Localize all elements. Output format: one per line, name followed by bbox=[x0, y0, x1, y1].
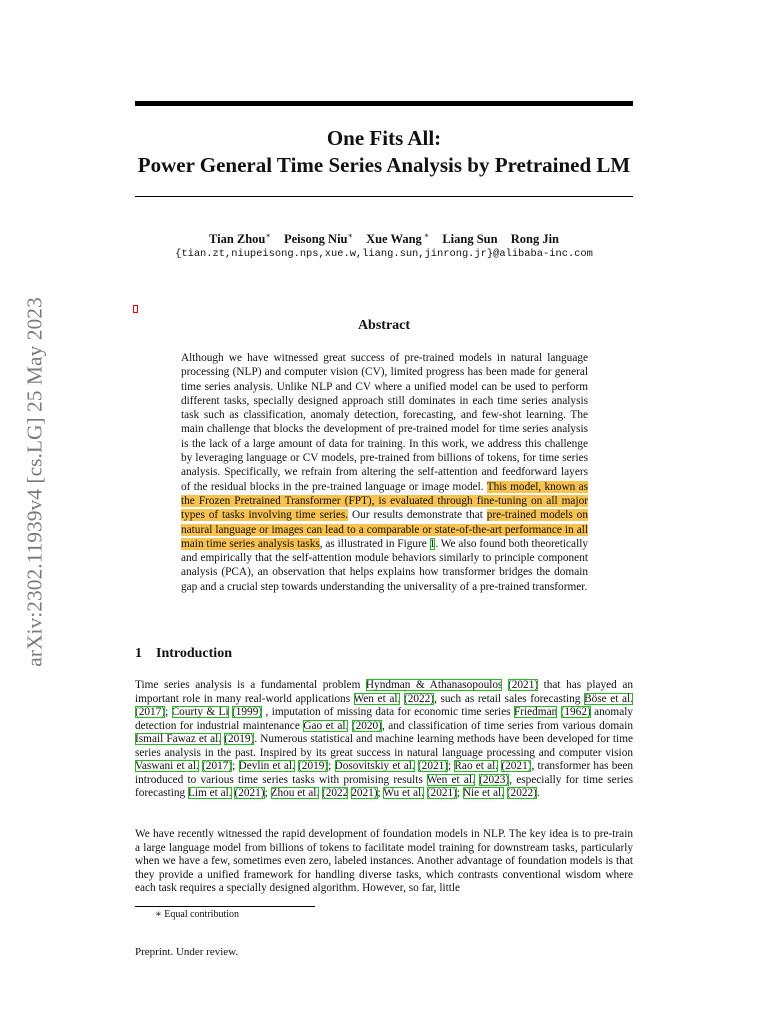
author: Xue Wang ∗ bbox=[366, 231, 430, 247]
title-top-rule bbox=[135, 101, 633, 106]
citation-link[interactable]: (1999) bbox=[232, 706, 263, 718]
paper-title bbox=[120, 125, 648, 179]
footnote: ∗ Equal contribution bbox=[155, 909, 240, 920]
citation-link[interactable]: (2020) bbox=[351, 719, 382, 732]
author-emails: {tian.zt,niupeisong.nps,xue.w,liang.sun,jinrong.jr}@alibaba-inc.com bbox=[175, 248, 593, 260]
citation-link[interactable]: (2021) bbox=[501, 760, 532, 772]
citation-link[interactable]: Vaswani et al. bbox=[135, 760, 199, 772]
citation-link[interactable]: Wen et al. bbox=[426, 773, 475, 786]
intro-paragraph-2: We have recently witnessed the rapid development of foundation models in NLP. The key idea is to pre-train a large language model from billions of tokens to facilitate model training for downstream tasks, particularly when we have a few, sometimes even zero, labeled instances. Another advantage of foundation models is that they provide a unified framework for handling diverse tasks, which contrasts conventional wisdom where each task requires a specially designed algorithm. However, so far, little bbox=[135, 828, 633, 894]
citation-link[interactable]: Gao et al. bbox=[303, 719, 349, 732]
citation-link[interactable]: (2021) bbox=[417, 760, 449, 772]
citation-link[interactable]: (2021) bbox=[234, 787, 265, 799]
citation-link[interactable]: Wu et al. bbox=[383, 787, 424, 799]
section-number: 1 bbox=[135, 646, 142, 661]
citation-link[interactable]: (2021) bbox=[426, 787, 457, 799]
citation-link[interactable]: Nie et al. bbox=[462, 787, 504, 799]
author: Rong Jin bbox=[510, 232, 559, 247]
title-line-1: One Fits All: bbox=[326, 126, 442, 150]
title-line-2: Power General Time Series Analysis by Pretrained LM bbox=[137, 153, 631, 177]
author-mark: ∗ bbox=[265, 231, 271, 240]
citation-link[interactable]: Böse et al. bbox=[584, 692, 634, 705]
highlight: pre-trained models on natural language or images can lead to a comparable or state-of-the-art performance in all main time series analysis tasks bbox=[181, 509, 588, 550]
intro-paragraph-1: Time series analysis is a fundamental problem Hyndman & Athanasopoulos (2021) that has played an important role in many real-world applications Wen et al. (2022), such as retail sales forecasting Böse et al. (2017); Courty & Li (1999) , imputation of missing data for economic time series Friedman (1962) anomaly detection for industrial maintenance Gao et al. (2020), and classification of time series from various domain Ismail Fawaz et al. (2019). Numerous statistical and machine learning methods have been developed for time series analysis in the past. Inspired by its great success in natural language processing and computer vision Vaswani et al. (2017); Devlin et al. (2019); Dosovitskiy et al. (2021); Rao et al. (2021), transformer has been introduced to various time series tasks with promising results Wen et al. (2023), especially for time series forecasting Lim et al. (2021); Zhou et al. (2022 2021); Wu et al. (2021); Nie et al. (2022). bbox=[135, 679, 634, 799]
preprint-note: Preprint. Under review. bbox=[135, 946, 239, 958]
citation-link[interactable]: (2021) bbox=[507, 679, 539, 691]
citation-link[interactable]: Hyndman & Athanasopoulos bbox=[365, 679, 503, 691]
highlight: This model, known as the Frozen Pretrained Transformer (FPT), is evaluated through fine-tuning on all major types of tasks involving time series. bbox=[181, 480, 588, 522]
section-heading bbox=[135, 646, 232, 662]
author-list bbox=[120, 231, 648, 247]
citation-link[interactable]: Friedman bbox=[513, 706, 558, 718]
citation-link[interactable]: Lim et al. bbox=[188, 787, 232, 799]
citation-link[interactable]: Wen et al. bbox=[353, 692, 401, 705]
citation-link[interactable]: (2017) bbox=[135, 706, 166, 718]
citation-link[interactable]: (1962) bbox=[560, 706, 591, 718]
footnote-rule bbox=[135, 906, 315, 907]
author-mark: ∗ bbox=[421, 231, 430, 240]
figure-link[interactable]: 1 bbox=[429, 537, 436, 550]
citation-link[interactable]: Devlin et al. bbox=[238, 760, 295, 772]
citation-link[interactable]: Ismail Fawaz et al. bbox=[135, 733, 222, 745]
citation-link[interactable]: (2022 bbox=[322, 787, 349, 799]
citation-link[interactable]: (2022) bbox=[403, 692, 435, 705]
citation-link[interactable]: Courty & Li bbox=[171, 706, 229, 718]
citation-link[interactable]: (2017) bbox=[202, 760, 233, 772]
abstract-heading: Abstract bbox=[357, 318, 411, 333]
citation-link[interactable]: (2023) bbox=[479, 773, 510, 786]
citation-link[interactable]: Rao et al. bbox=[454, 760, 499, 772]
author: Peisong Niu∗ bbox=[283, 231, 353, 247]
citation-link[interactable]: Zhou et al. bbox=[270, 787, 320, 799]
author-mark: ∗ bbox=[347, 231, 353, 240]
citation-link[interactable]: 2021) bbox=[351, 787, 378, 799]
author: Liang Sun bbox=[442, 232, 498, 247]
author: Tian Zhou∗ bbox=[208, 231, 271, 247]
citation-link[interactable]: Dosovitskiy et al. bbox=[334, 760, 415, 772]
citation-link[interactable]: (2022) bbox=[506, 787, 537, 799]
section-title: Introduction bbox=[156, 646, 232, 661]
title-bottom-rule bbox=[135, 196, 633, 197]
abstract-body: Although we have witnessed great success of pre-trained models in natural language processing (NLP) and computer vision (CV), limited progress has been made for general time series analysis. Unlike NLP and CV where a unified model can be used to perform different tasks, specially designed approach still dominates in each time series analysis task such as classification, anomaly detection, forecasting, and few-shot learning. The main challenge that blocks the development of pre-trained model for time series analysis is the lack of a large amount of data for training. In this work, we address this challenge by leveraging language or CV models, pre-trained from billions of tokens, for time series analysis. Specifically, we refrain from altering the self-attention and feedforward layers of the residual blocks in the pre-trained language or image model. This model, known as the Frozen Pretrained Transformer (FPT), is evaluated through fine-tuning on all major types of tasks involving time series. Our results demonstrate that pre-trained models on natural language or images can lead to a comparable or state-of-the-art performance in all main time series analysis tasks, as illustrated in Figure 1. We also found both theoretically and empirically that the self-attention module behaviors similarly to principle component analysis (PCA), an observation that helps explains how transformer bridges the domain gap and a crucial step towards understanding the universality of a pre-trained transformer. bbox=[181, 352, 588, 593]
citation-link[interactable]: (2019) bbox=[298, 760, 329, 772]
link-marker[interactable] bbox=[133, 305, 138, 313]
citation-link[interactable]: (2019) bbox=[224, 733, 255, 745]
